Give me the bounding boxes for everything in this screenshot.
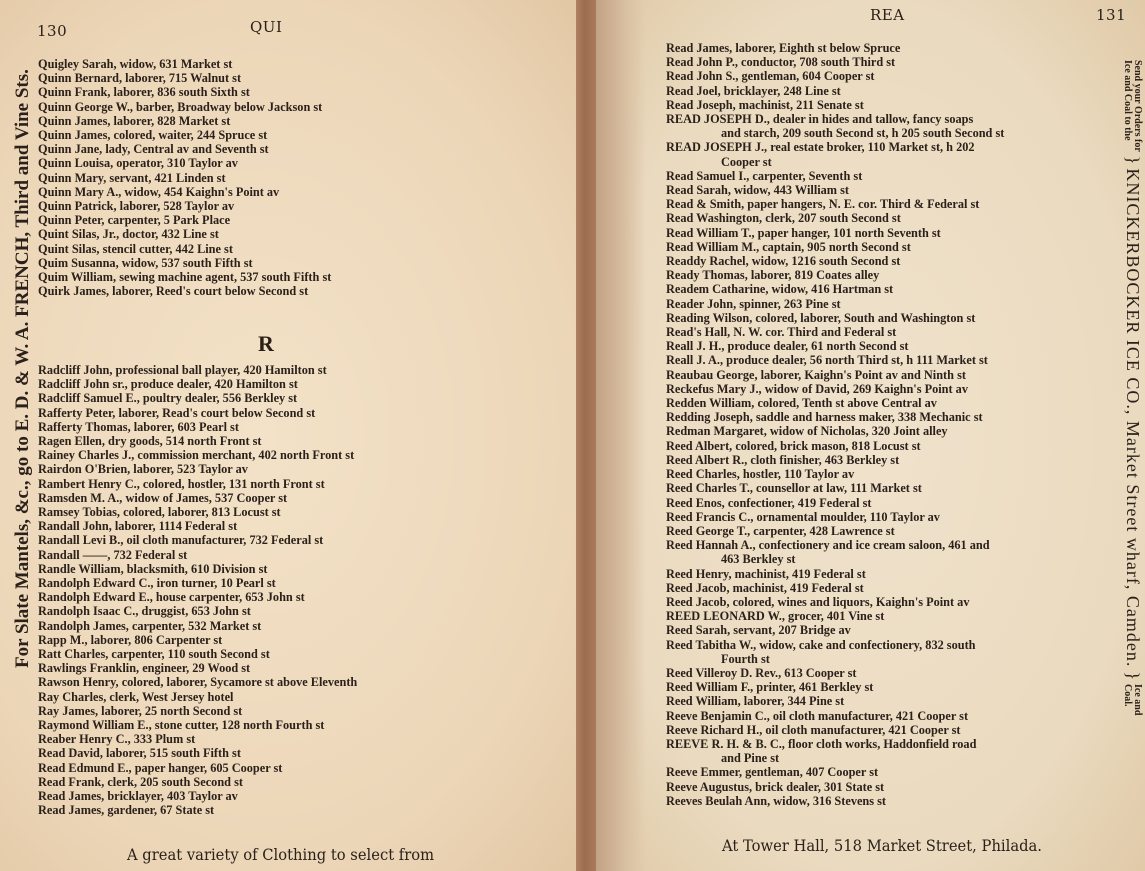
directory-entry [666, 581, 1106, 595]
entry-text: Quirk James, laborer, Reed's court below Second st [38, 284, 309, 299]
entry-text: READ JOSEPH J., real estate broker, 110 Market st, h 202 [666, 140, 975, 155]
directory-entry [666, 311, 1106, 325]
directory-entry [666, 424, 1106, 438]
directory-entry [38, 242, 331, 256]
entry-text: Read's Hall, N. W. cor. Third and Federal st [666, 325, 897, 340]
entry-text: Read Joel, bricklayer, 248 Line st [666, 83, 841, 98]
directory-entry [666, 510, 1106, 524]
directory-entry [38, 448, 357, 462]
directory-entry [38, 576, 357, 590]
entry-text: Rafferty Peter, laborer, Read's court below Second st [38, 405, 316, 420]
directory-entry [38, 675, 357, 689]
entry-text: Reed Tabitha W., widow, cake and confectionery, 832 south [666, 637, 976, 652]
side-advert-intro [1123, 60, 1143, 152]
side-advert-line: Ice and [1132, 683, 1144, 716]
directory-entry [666, 794, 1106, 808]
directory-entry [38, 619, 357, 633]
directory-entry [666, 169, 1106, 183]
directory-entry [38, 761, 357, 775]
directory-entry [666, 680, 1106, 694]
entry-text: Quim Susanna, widow, 537 south Fifth st [38, 255, 253, 270]
directory-entry [38, 789, 357, 803]
directory-entry [666, 226, 1106, 240]
directory-entry [666, 567, 1106, 581]
directory-entry [666, 595, 1106, 609]
entry-text: Quinn Patrick, laborer, 528 Taylor av [38, 199, 235, 214]
entry-text: Raymond William E., stone cutter, 128 north Fourth st [38, 718, 325, 733]
entry-text: REEVE R. H. & B. C., floor cloth works, Haddonfield road [666, 736, 977, 751]
entry-text: Radcliff Samuel E., poultry dealer, 556 Berkley st [38, 391, 298, 406]
directory-entry [38, 746, 357, 760]
entry-text: Randolph Edward E., house carpenter, 653 John st [38, 590, 305, 605]
directory-entry [666, 623, 1106, 637]
entry-text: Read Washington, clerk, 207 south Second st [666, 211, 901, 226]
directory-entry [38, 213, 331, 227]
entry-text: Reaubau George, laborer, Kaighn's Point av and Ninth st [666, 367, 966, 382]
directory-entry [666, 339, 1106, 353]
entry-text: Read Frank, clerk, 205 south Second st [38, 774, 243, 789]
brace-icon: } [1123, 671, 1143, 680]
directory-entry [38, 533, 357, 547]
entry-text: Ray Charles, clerk, West Jersey hotel [38, 689, 234, 704]
directory-entry [38, 562, 357, 576]
entry-text: READ JOSEPH D., dealer in hides and tallow, fancy soaps [666, 112, 974, 127]
directory-entry [666, 666, 1106, 680]
directory-entry [666, 453, 1106, 467]
entry-text: Rainey Charles J., commission merchant, 402 north Front st [38, 448, 355, 463]
entry-text: Randall Levi B., oil cloth manufacturer, 732 Federal st [38, 533, 324, 548]
directory-entry [666, 197, 1106, 211]
directory-entry [666, 410, 1106, 424]
directory-entry [38, 704, 357, 718]
entry-continuation: Cooper st [721, 154, 772, 169]
side-advert-line: Coal. [1122, 683, 1134, 707]
page-number: 131 [1096, 6, 1127, 24]
directory-entry [38, 71, 331, 85]
directory-entry [38, 142, 331, 156]
entry-text: Ratt Charles, carpenter, 110 south Second st [38, 647, 270, 662]
entry-continuation: 463 Berkley st [721, 552, 796, 567]
entry-text: Reed Henry, machinist, 419 Federal st [666, 566, 866, 581]
directory-entry [38, 732, 357, 746]
entry-text: Read William T., paper hanger, 101 north Seventh st [666, 225, 941, 240]
entry-text: Reed Villeroy D. Rev., 613 Cooper st [666, 665, 857, 680]
entry-text: Read & Smith, paper hangers, N. E. cor. Third & Federal st [666, 197, 980, 212]
directory-entry [666, 268, 1106, 282]
directory-entry [666, 368, 1106, 382]
directory-entry [38, 85, 331, 99]
directory-entry [666, 353, 1106, 367]
directory-entry [38, 548, 357, 562]
entry-text: Rairdon O'Brien, laborer, 523 Taylor av [38, 462, 248, 477]
entry-text: Rawson Henry, colored, laborer, Sycamore st above Eleventh [38, 675, 358, 690]
entry-text: Quigley Sarah, widow, 631 Market st [38, 57, 233, 71]
directory-entry [666, 481, 1106, 495]
directory-entry [666, 211, 1106, 225]
entry-text: Reeve Benjamin C., oil cloth manufacturer, 421 Cooper st [666, 708, 969, 723]
entry-text: Ready Thomas, laborer, 819 Coates alley [666, 268, 880, 283]
directory-entry [38, 199, 331, 213]
directory-entry [38, 661, 357, 675]
directory-entry [666, 524, 1106, 538]
brace-icon: } [1123, 155, 1143, 165]
entry-text: Quinn Jane, lady, Central av and Seventh st [38, 142, 269, 157]
entry-text: Randolph James, carpenter, 532 Market st [38, 618, 262, 633]
directory-entry [666, 780, 1106, 794]
section-letter: R [258, 331, 274, 356]
directory-entry [38, 420, 357, 434]
entry-text: Ray James, laborer, 25 north Second st [38, 703, 243, 718]
directory-entry [666, 84, 1106, 98]
directory-entry [38, 775, 357, 789]
directory-entry [666, 55, 1106, 69]
entry-text: Reed Sarah, servant, 207 Bridge av [666, 623, 851, 638]
directory-entry [38, 590, 357, 604]
directory-entry [38, 100, 331, 114]
directory-entry [666, 282, 1106, 296]
side-advert-line: Send your Orders for [1132, 60, 1144, 152]
entry-text: Reeve Emmer, gentleman, 407 Cooper st [666, 765, 879, 780]
directory-entry [38, 477, 357, 491]
entry-text: Read William M., captain, 905 north Second st [666, 239, 911, 254]
side-advert [1122, 60, 1143, 715]
entry-text: Quinn Bernard, laborer, 715 Walnut st [38, 71, 242, 86]
directory-entry [666, 765, 1106, 779]
directory-entry [38, 604, 357, 618]
entry-text: Randolph Edward C., iron turner, 10 Pearl st [38, 576, 276, 591]
directory-entry [666, 538, 1106, 566]
footer-advert: At Tower Hall, 518 Market Street, Philada. [722, 836, 1042, 855]
directory-entry [666, 254, 1106, 268]
side-advert-main: KNICKERBOCKER ICE CO., Market Street wharf, Camden. [1123, 168, 1143, 668]
directory-entry [666, 41, 1106, 55]
entry-text: Reckefus Mary J., widow of David, 269 Kaighn's Point av [666, 381, 968, 396]
entry-text: Reaber Henry C., 333 Plum st [38, 732, 196, 747]
entry-text: Read James, laborer, Eighth st below Spruce [666, 41, 901, 55]
entry-text: Quinn George W., barber, Broadway below Jackson st [38, 99, 323, 114]
directory-entry [666, 467, 1106, 481]
directory-entry [666, 723, 1106, 737]
directory-entry [38, 491, 357, 505]
directory-entry [666, 69, 1106, 83]
entry-text: Quinn James, colored, waiter, 244 Spruce st [38, 128, 268, 143]
directory-entry [38, 270, 331, 284]
entry-text: Rafferty Thomas, laborer, 603 Pearl st [38, 419, 239, 434]
directory-entry [38, 284, 331, 298]
entry-text: Read Edmund E., paper hanger, 605 Cooper st [38, 760, 283, 775]
entry-text: Reed Charles T., counsellor at law, 111 Market st [666, 481, 922, 496]
entry-text: Reed Albert, colored, brick mason, 818 Locust st [666, 438, 921, 453]
entry-text: Randle William, blacksmith, 610 Division st [38, 561, 268, 576]
entry-text: Randolph Isaac C., druggist, 653 John st [38, 604, 251, 619]
directory-entry [38, 57, 331, 71]
entry-text: Quinn Frank, laborer, 836 south Sixth st [38, 85, 250, 100]
entry-continuation: Fourth st [721, 651, 770, 666]
right-page [596, 0, 1145, 871]
page-stain [596, 0, 646, 871]
directory-list-r [38, 363, 357, 818]
directory-entry [38, 505, 357, 519]
directory-entry [38, 185, 331, 199]
entry-text: Radcliff John sr., produce dealer, 420 Hamilton st [38, 377, 298, 392]
entry-text: Reed Enos, confectioner, 419 Federal st [666, 495, 872, 510]
entry-text: Reed Jacob, colored, wines and liquors, Kaighn's Point av [666, 594, 970, 609]
directory-entry [666, 609, 1106, 623]
directory-entry [666, 98, 1106, 112]
directory-entry [666, 382, 1106, 396]
entry-text: Rambert Henry C., colored, hostler, 131 north Front st [38, 476, 325, 491]
entry-text: Readem Catharine, widow, 416 Hartman st [666, 282, 894, 297]
entry-text: Randall John, laborer, 1114 Federal st [38, 519, 238, 534]
side-advert: For Slate Mantels, &c., go to E. D. & W. A. FRENCH, Third and Vine Sts. [12, 69, 33, 668]
entry-text: Reed William F., printer, 461 Berkley st [666, 680, 874, 695]
directory-entry [666, 496, 1106, 510]
entry-text: Redden William, colored, Tenth st above Central av [666, 396, 937, 411]
directory-entry [38, 171, 331, 185]
directory-entry [666, 183, 1106, 197]
page-number: 130 [37, 22, 68, 40]
entry-text: Reed William, laborer, 344 Pine st [666, 694, 845, 709]
entry-text: Quinn Louisa, operator, 310 Taylor av [38, 156, 238, 171]
entry-text: Read Sarah, widow, 443 William st [666, 183, 849, 198]
entry-text: Redding Joseph, saddle and harness maker, 338 Mechanic st [666, 410, 983, 425]
directory-entry [38, 647, 357, 661]
entry-text: Reader John, spinner, 263 Pine st [666, 296, 841, 311]
entry-text: Reeve Richard H., oil cloth manufacturer, 421 Cooper st [666, 722, 961, 737]
entry-text: Rawlings Franklin, engineer, 29 Wood st [38, 661, 251, 676]
entry-text: Read John P., conductor, 708 south Third st [666, 55, 896, 70]
entry-text: Reed Charles, hostler, 110 Taylor av [666, 467, 855, 482]
entry-continuation: and Pine st [721, 751, 780, 766]
entry-text: Ramsey Tobias, colored, laborer, 813 Locust st [38, 505, 281, 520]
directory-entry [38, 391, 357, 405]
directory-entry [666, 638, 1106, 666]
entry-text: Read James, gardener, 67 State st [38, 803, 215, 818]
entry-text: Reed Hannah A., confectionery and ice cream saloon, 461 and [666, 538, 990, 553]
directory-entry [38, 128, 331, 142]
entry-text: Reed Jacob, machinist, 419 Federal st [666, 580, 864, 595]
directory-entry [38, 256, 331, 270]
entry-text: Reeves Beulah Ann, widow, 316 Stevens st [666, 793, 886, 808]
directory-entry [38, 406, 357, 420]
entry-text: Ramsden M. A., widow of James, 537 Cooper st [38, 490, 288, 505]
directory-entry [666, 396, 1106, 410]
entry-text: Reeve Augustus, brick dealer, 301 State st [666, 779, 885, 794]
entry-text: Quint Silas, stencil cutter, 442 Line st [38, 241, 233, 256]
directory-entry [38, 377, 357, 391]
entry-text: Reed George T., carpenter, 428 Lawrence st [666, 523, 895, 538]
entry-text: Reed Albert R., cloth finisher, 463 Berkley st [666, 452, 900, 467]
entry-text: Read John S., gentleman, 604 Cooper st [666, 69, 875, 84]
directory-list-q [38, 57, 331, 298]
directory-entry [38, 803, 357, 817]
entry-text: Reall J. A., produce dealer, 56 north Third st, h 111 Market st [666, 353, 988, 368]
directory-list-rea [666, 41, 1106, 808]
directory-entry [38, 434, 357, 448]
directory-entry [38, 718, 357, 732]
entry-text: Quinn Mary A., widow, 454 Kaighn's Point av [38, 184, 280, 199]
entry-text: Read David, laborer, 515 south Fifth st [38, 746, 241, 761]
footer-advert: A great variety of Clothing to select from [127, 845, 435, 864]
entry-text: Quinn James, laborer, 828 Market st [38, 113, 231, 128]
directory-entry [666, 709, 1106, 723]
side-advert-line: Ice and Coal to the [1122, 60, 1134, 141]
entry-text: Readdy Rachel, widow, 1216 south Second st [666, 254, 901, 269]
entry-text: Reall J. H., produce dealer, 61 north Second st [666, 339, 909, 354]
directory-entry [38, 462, 357, 476]
entry-text: Rapp M., laborer, 806 Carpenter st [38, 632, 223, 647]
directory-entry [666, 694, 1106, 708]
entry-text: Randall ——, 732 Federal st [38, 547, 188, 562]
directory-entry [666, 112, 1106, 140]
directory-entry [38, 519, 357, 533]
entry-text: Read Samuel I., carpenter, Seventh st [666, 168, 863, 183]
entry-text: Quint Silas, Jr., doctor, 432 Line st [38, 227, 219, 242]
entry-text: REED LEONARD W., grocer, 401 Vine st [666, 609, 885, 624]
directory-entry [666, 240, 1106, 254]
entry-text: Radcliff John, professional ball player, 420 Hamilton st [38, 363, 327, 377]
directory-entry [666, 140, 1106, 168]
entry-text: Ragen Ellen, dry goods, 514 north Front st [38, 434, 262, 449]
entry-text: Reading Wilson, colored, laborer, South and Washington st [666, 310, 976, 325]
entry-text: Quinn Peter, carpenter, 5 Park Place [38, 213, 231, 228]
directory-entry [38, 227, 331, 241]
running-header: QUI [250, 18, 283, 36]
running-header: REA [870, 6, 905, 24]
directory-entry [666, 297, 1106, 311]
directory-entry [38, 363, 357, 377]
side-advert-tail [1123, 684, 1143, 715]
entry-text: Read James, bricklayer, 403 Taylor av [38, 789, 238, 804]
directory-entry [38, 114, 331, 128]
book-gutter [576, 0, 596, 871]
entry-text: Read Joseph, machinist, 211 Senate st [666, 97, 864, 112]
entry-text: Reed Francis C., ornamental moulder, 110 Taylor av [666, 509, 940, 524]
entry-text: Redman Margaret, widow of Nicholas, 320 Joint alley [666, 424, 948, 439]
directory-entry [666, 737, 1106, 765]
directory-entry [666, 325, 1106, 339]
entry-text: Quinn Mary, servant, 421 Linden st [38, 170, 226, 185]
directory-entry [38, 690, 357, 704]
entry-text: Quim William, sewing machine agent, 537 south Fifth st [38, 270, 332, 285]
entry-continuation: and starch, 209 south Second st, h 205 south Second st [721, 126, 1005, 141]
directory-entry [666, 439, 1106, 453]
directory-entry [38, 633, 357, 647]
directory-entry [38, 156, 331, 170]
